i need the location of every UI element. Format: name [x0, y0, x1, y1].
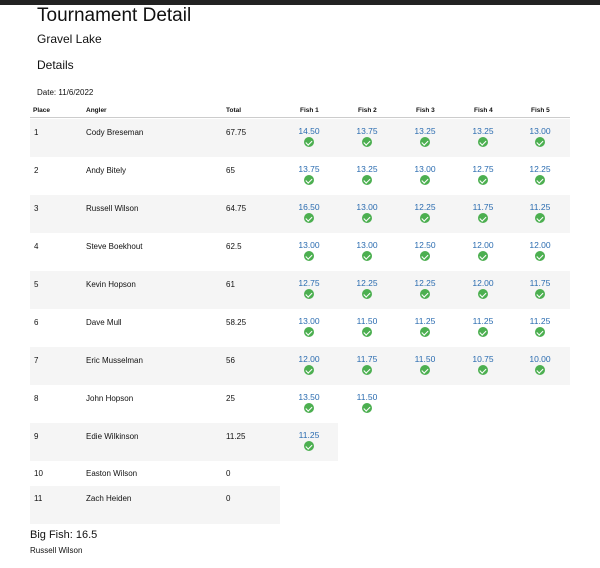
fish-weight-cell: [405, 316, 445, 337]
fish-weight: 13.00: [356, 240, 378, 250]
fish-weight-cell: [405, 126, 445, 147]
fish-weight-cell: [463, 354, 503, 375]
total-cell: 0: [226, 494, 231, 503]
place-cell: 3: [34, 204, 39, 213]
fish-weight: 12.00: [472, 240, 494, 250]
angler-cell: Zach Heiden: [86, 494, 132, 503]
place-cell: 7: [34, 356, 39, 365]
fish-weight: 11.25: [529, 316, 551, 326]
col-header-fish-2: Fish 2: [358, 107, 377, 114]
total-cell: 56: [226, 356, 235, 365]
check-circle-icon: [420, 137, 430, 147]
col-header-place: Place: [33, 107, 50, 114]
fish-weight: 13.00: [298, 240, 320, 250]
fish-weight: 12.00: [298, 354, 320, 364]
check-circle-icon: [304, 213, 314, 223]
check-circle-icon: [478, 175, 488, 185]
check-circle-icon: [304, 365, 314, 375]
fish-weight: 12.25: [356, 278, 378, 288]
place-cell: 9: [34, 432, 39, 441]
check-circle-icon: [362, 289, 372, 299]
total-cell: 0: [226, 469, 231, 478]
fish-weight-cell: [520, 202, 560, 223]
place-cell: 5: [34, 280, 39, 289]
check-circle-icon: [420, 251, 430, 261]
fish-weight-cell: [289, 278, 329, 299]
check-circle-icon: [478, 327, 488, 337]
place-cell: 11: [34, 494, 43, 503]
fish-weight: 11.50: [356, 316, 378, 326]
check-circle-icon: [304, 327, 314, 337]
place-cell: 10: [34, 469, 43, 478]
fish-weight-cell: [347, 240, 387, 261]
check-circle-icon: [535, 175, 545, 185]
total-cell: 58.25: [226, 318, 247, 327]
fish-weight-cell: [405, 354, 445, 375]
fish-weight-cell: [347, 164, 387, 185]
check-circle-icon: [420, 365, 430, 375]
check-circle-icon: [362, 403, 372, 413]
fish-weight: 11.50: [414, 354, 436, 364]
check-circle-icon: [304, 175, 314, 185]
fish-weight: 11.75: [356, 354, 378, 364]
fish-weight: 16.50: [298, 202, 320, 212]
row-shade: [30, 486, 280, 524]
fish-weight: 11.25: [472, 316, 494, 326]
fish-weight: 12.50: [414, 240, 436, 250]
fish-weight-cell: [405, 240, 445, 261]
total-cell: 62.5: [226, 242, 242, 251]
page-title: Tournament Detail: [37, 5, 192, 26]
check-circle-icon: [420, 213, 430, 223]
fish-weight-cell: [520, 316, 560, 337]
details-heading: Details: [37, 58, 74, 72]
check-circle-icon: [362, 327, 372, 337]
fish-weight: 10.75: [472, 354, 494, 364]
fish-weight-cell: [520, 126, 560, 147]
check-circle-icon: [478, 251, 488, 261]
fish-weight: 12.75: [472, 164, 494, 174]
fish-weight-cell: [347, 126, 387, 147]
place-cell: 8: [34, 394, 39, 403]
fish-weight-cell: [347, 392, 387, 413]
fish-weight-cell: [520, 240, 560, 261]
angler-cell: Edie Wilkinson: [86, 432, 139, 441]
fish-weight-cell: [347, 354, 387, 375]
fish-weight: 11.75: [472, 202, 494, 212]
check-circle-icon: [535, 251, 545, 261]
big-fish-label: Big Fish: 16.5: [30, 529, 98, 541]
angler-cell: John Hopson: [86, 394, 134, 403]
place-cell: 2: [34, 166, 39, 175]
fish-weight-cell: [347, 278, 387, 299]
place-cell: 6: [34, 318, 39, 327]
col-header-angler: Angler: [86, 107, 107, 114]
check-circle-icon: [535, 137, 545, 147]
check-circle-icon: [362, 365, 372, 375]
fish-weight-cell: [405, 164, 445, 185]
fish-weight: 13.00: [356, 202, 378, 212]
fish-weight: 13.25: [414, 126, 436, 136]
fish-weight-cell: [289, 316, 329, 337]
fish-weight-cell: [289, 392, 329, 413]
angler-cell: Easton Wilson: [86, 469, 138, 478]
check-circle-icon: [420, 289, 430, 299]
fish-weight: 13.50: [298, 392, 320, 402]
fish-weight-cell: [520, 354, 560, 375]
fish-weight: 12.25: [414, 278, 436, 288]
check-circle-icon: [362, 137, 372, 147]
big-fish-angler: Russell Wilson: [30, 546, 83, 555]
col-header-fish-5: Fish 5: [531, 107, 550, 114]
fish-weight: 13.75: [298, 164, 320, 174]
total-cell: 65: [226, 166, 235, 175]
check-circle-icon: [478, 213, 488, 223]
fish-weight: 11.25: [298, 430, 320, 440]
angler-cell: Russell Wilson: [86, 204, 139, 213]
check-circle-icon: [362, 251, 372, 261]
check-circle-icon: [420, 175, 430, 185]
check-circle-icon: [304, 441, 314, 451]
col-header-fish-1: Fish 1: [300, 107, 319, 114]
angler-cell: Kevin Hopson: [86, 280, 136, 289]
angler-cell: Steve Boekhout: [86, 242, 143, 251]
check-circle-icon: [535, 213, 545, 223]
check-circle-icon: [304, 251, 314, 261]
fish-weight: 13.00: [414, 164, 436, 174]
check-circle-icon: [535, 327, 545, 337]
fish-weight: 13.00: [529, 126, 551, 136]
check-circle-icon: [304, 289, 314, 299]
total-cell: 61: [226, 280, 235, 289]
fish-weight-cell: [347, 202, 387, 223]
fish-weight-cell: [289, 430, 329, 451]
fish-weight: 13.00: [298, 316, 320, 326]
fish-weight-cell: [289, 164, 329, 185]
check-circle-icon: [304, 137, 314, 147]
fish-weight: 12.25: [529, 164, 551, 174]
fish-weight-cell: [289, 202, 329, 223]
fish-weight-cell: [405, 278, 445, 299]
angler-cell: Andy Bitely: [86, 166, 127, 175]
check-circle-icon: [478, 289, 488, 299]
check-circle-icon: [535, 365, 545, 375]
fish-weight: 10.00: [529, 354, 551, 364]
fish-weight-cell: [463, 240, 503, 261]
fish-weight-cell: [463, 126, 503, 147]
fish-weight: 12.25: [414, 202, 436, 212]
tournament-date: Date: 11/6/2022: [37, 88, 94, 97]
total-cell: 11.25: [226, 432, 246, 441]
check-circle-icon: [420, 327, 430, 337]
place-cell: 4: [34, 242, 39, 251]
col-header-fish-4: Fish 4: [474, 107, 493, 114]
check-circle-icon: [478, 365, 488, 375]
total-cell: 67.75: [226, 128, 247, 137]
fish-weight: 12.00: [472, 278, 494, 288]
check-circle-icon: [362, 213, 372, 223]
fish-weight: 12.75: [298, 278, 320, 288]
lake-name: Gravel Lake: [37, 32, 102, 46]
check-circle-icon: [535, 289, 545, 299]
fish-weight-cell: [289, 240, 329, 261]
check-circle-icon: [304, 403, 314, 413]
fish-weight: 11.75: [529, 278, 551, 288]
fish-weight-cell: [520, 164, 560, 185]
fish-weight: 14.50: [298, 126, 320, 136]
fish-weight: 13.25: [472, 126, 494, 136]
fish-weight-cell: [463, 202, 503, 223]
fish-weight: 11.50: [356, 392, 378, 402]
fish-weight-cell: [289, 126, 329, 147]
angler-cell: Dave Mull: [86, 318, 122, 327]
angler-cell: Cody Breseman: [86, 128, 144, 137]
fish-weight: 13.75: [356, 126, 378, 136]
col-header-total: Total: [226, 107, 242, 114]
fish-weight: 12.00: [529, 240, 551, 250]
fish-weight-cell: [463, 164, 503, 185]
fish-weight-cell: [520, 278, 560, 299]
fish-weight: 11.25: [414, 316, 436, 326]
place-cell: 1: [34, 128, 39, 137]
angler-cell: Eric Musselman: [86, 356, 143, 365]
total-cell: 25: [226, 394, 235, 403]
check-circle-icon: [362, 175, 372, 185]
fish-weight-cell: [289, 354, 329, 375]
fish-weight: 13.25: [356, 164, 378, 174]
fish-weight-cell: [463, 278, 503, 299]
fish-weight-cell: [405, 202, 445, 223]
fish-weight-cell: [347, 316, 387, 337]
check-circle-icon: [478, 137, 488, 147]
col-header-fish-3: Fish 3: [416, 107, 435, 114]
fish-weight-cell: [463, 316, 503, 337]
fish-weight: 11.25: [529, 202, 551, 212]
total-cell: 64.75: [226, 204, 247, 213]
header-divider: [30, 117, 570, 118]
